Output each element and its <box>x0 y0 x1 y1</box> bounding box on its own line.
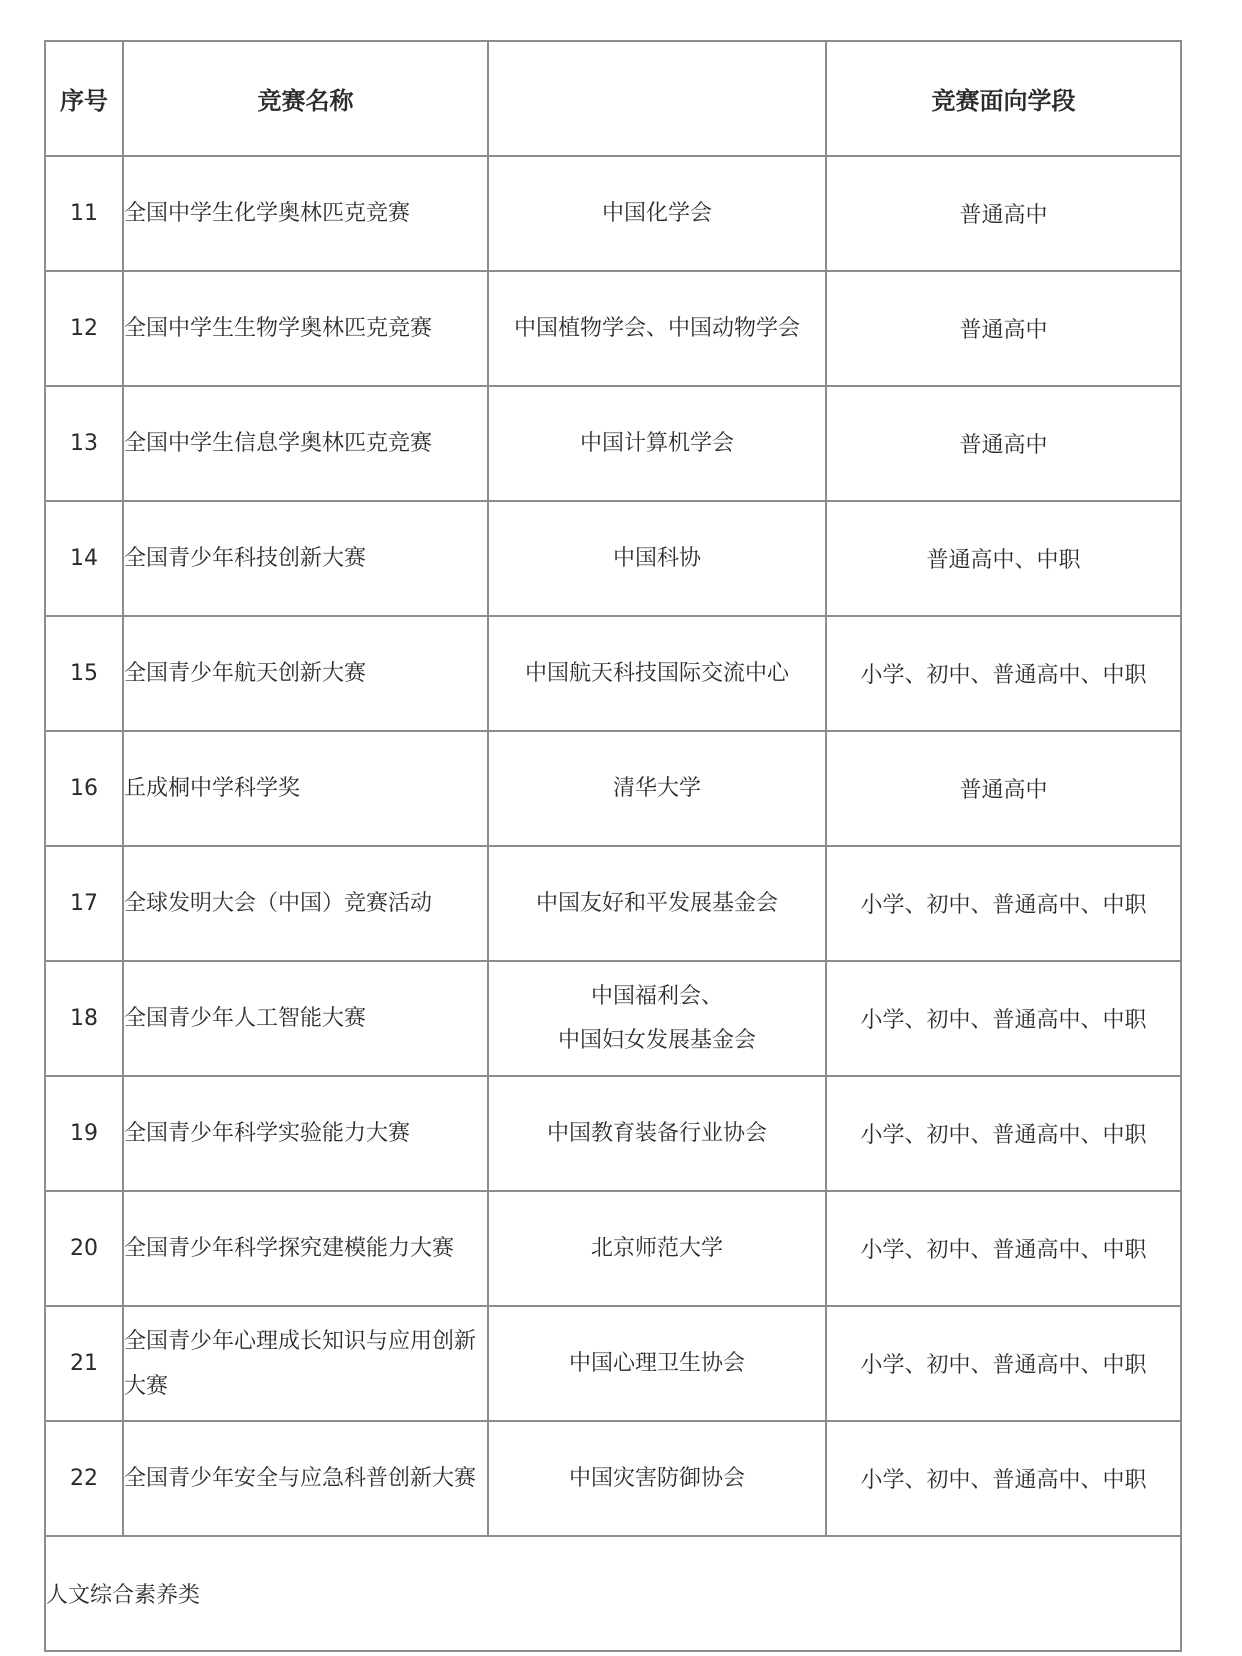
organizer-cell <box>488 271 826 386</box>
table-row <box>45 1421 1181 1536</box>
organizer-cell <box>488 501 826 616</box>
row-index: 17 <box>45 846 123 961</box>
education-level: 普通高中 <box>826 271 1181 386</box>
competition-name: 全国青少年科技创新大赛 <box>123 501 488 616</box>
organizer-cell <box>488 156 826 271</box>
row-index: 22 <box>45 1421 123 1536</box>
organizer-name: 中国教育装备行业协会 <box>546 1120 767 1146</box>
education-level: 小学、初中、普通高中、中职 <box>826 1191 1181 1306</box>
section-row <box>45 1536 1181 1651</box>
education-level: 小学、初中、普通高中、中职 <box>826 1421 1181 1536</box>
row-index: 18 <box>45 961 123 1076</box>
education-level: 小学、初中、普通高中、中职 <box>826 961 1181 1076</box>
table-row <box>45 1191 1181 1306</box>
organizer-cell <box>488 386 826 501</box>
organizer-cell <box>488 961 826 1076</box>
competition-name: 丘成桐中学科学奖 <box>123 731 488 846</box>
row-index: 14 <box>45 501 123 616</box>
competition-name: 全国青少年航天创新大赛 <box>123 616 488 731</box>
competition-name: 全球发明大会（中国）竞赛活动 <box>123 846 488 961</box>
row-index: 11 <box>45 156 123 271</box>
row-index: 20 <box>45 1191 123 1306</box>
organizer-name: 中国计算机学会 <box>579 430 734 456</box>
row-index: 21 <box>45 1306 123 1421</box>
education-level: 普通高中 <box>826 386 1181 501</box>
row-index: 13 <box>45 386 123 501</box>
organizer-cell <box>488 731 826 846</box>
education-level: 小学、初中、普通高中、中职 <box>826 1306 1181 1421</box>
competition-name: 全国青少年科学探究建模能力大赛 <box>123 1191 488 1306</box>
education-level: 普通高中 <box>826 156 1181 271</box>
table-row <box>45 271 1181 386</box>
table-row <box>45 501 1181 616</box>
header-education-level: 竞赛面向学段 <box>826 41 1181 156</box>
table-row <box>45 156 1181 271</box>
competition-name: 全国青少年心理成长知识与应用创新大赛 <box>123 1306 488 1421</box>
organizer-name: 中国航天科技国际交流中心 <box>524 660 789 686</box>
table-body <box>45 156 1181 1536</box>
row-index: 19 <box>45 1076 123 1191</box>
header-organizer <box>488 41 826 156</box>
education-level: 小学、初中、普通高中、中职 <box>826 616 1181 731</box>
competition-name: 全国青少年人工智能大赛 <box>123 961 488 1076</box>
organizer-cell <box>488 1306 826 1421</box>
table-row <box>45 846 1181 961</box>
competition-table <box>44 40 1182 1652</box>
organizer-name: 中国福利会、 <box>590 983 723 1009</box>
organizer-cell <box>488 1191 826 1306</box>
competition-name: 全国青少年安全与应急科普创新大赛 <box>123 1421 488 1536</box>
table-row <box>45 961 1181 1076</box>
table-row <box>45 1076 1181 1191</box>
competition-name: 全国中学生信息学奥林匹克竞赛 <box>123 386 488 501</box>
row-index: 15 <box>45 616 123 731</box>
organizer-name: 中国心理卫生协会 <box>568 1350 745 1376</box>
organizer-name: 中国灾害防御协会 <box>568 1465 745 1491</box>
table-row <box>45 616 1181 731</box>
table-row <box>45 386 1181 501</box>
header-index: 序号 <box>45 41 123 156</box>
table-row <box>45 1306 1181 1421</box>
organizer-name: 中国化学会 <box>601 200 712 226</box>
organizer-cell <box>488 846 826 961</box>
organizer-name: 中国科协 <box>612 545 701 571</box>
education-level: 小学、初中、普通高中、中职 <box>826 1076 1181 1191</box>
organizer-name: 中国妇女发展基金会 <box>557 1027 756 1053</box>
organizer-cell <box>488 616 826 731</box>
organizer-name: 中国植物学会、中国动物学会 <box>513 315 800 341</box>
education-level: 普通高中 <box>826 731 1181 846</box>
education-level: 小学、初中、普通高中、中职 <box>826 846 1181 961</box>
competition-name: 全国青少年科学实验能力大赛 <box>123 1076 488 1191</box>
competition-name: 全国中学生生物学奥林匹克竞赛 <box>123 271 488 386</box>
table-header-row <box>45 41 1181 156</box>
organizer-name: 中国友好和平发展基金会 <box>535 890 778 916</box>
row-index: 16 <box>45 731 123 846</box>
organizer-name: 北京师范大学 <box>590 1235 723 1261</box>
education-level: 普通高中、中职 <box>826 501 1181 616</box>
row-index: 12 <box>45 271 123 386</box>
competition-name: 全国中学生化学奥林匹克竞赛 <box>123 156 488 271</box>
organizer-cell <box>488 1076 826 1191</box>
table-row <box>45 731 1181 846</box>
section-label: 人文综合素养类 <box>45 1536 1181 1651</box>
organizer-cell <box>488 1421 826 1536</box>
header-competition-name: 竞赛名称 <box>123 41 488 156</box>
organizer-name: 清华大学 <box>612 775 701 801</box>
